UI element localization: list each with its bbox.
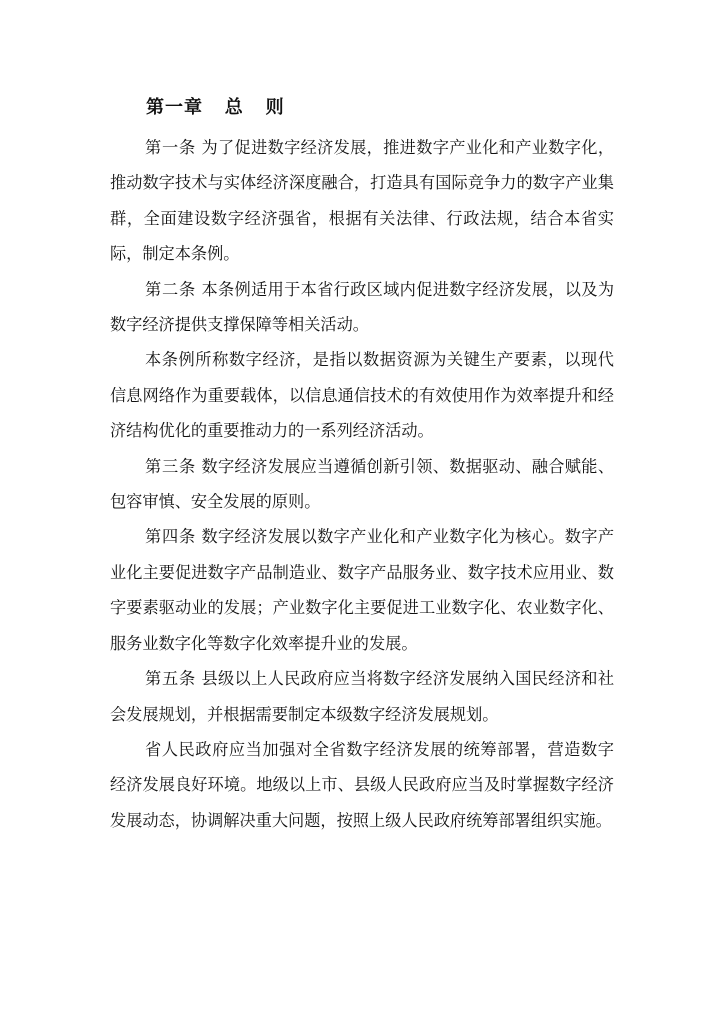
article-paragraph-6 [110, 661, 614, 732]
chapter-title: 第一章 总 则 [146, 97, 285, 118]
article-label: 第一条 [145, 138, 197, 157]
article-paragraph-7 [110, 732, 614, 838]
article-paragraph-4 [110, 449, 614, 520]
article-label: 第四条 [145, 527, 197, 547]
article-text: 县级以上人民政府应当将数字经济发展纳入国民经济和社会发展规划，并根据需要制定本级数字经济发展规划。 [110, 669, 615, 724]
article-text: 本条例适用于本省行政区域内促进数字经济发展，以及为数字经济提供支撑保障等相关活动。 [110, 279, 615, 335]
article-paragraph-2 [110, 272, 614, 343]
article-text: 数字经济发展应当遵循创新引领、数据驱动、融合赋能、包容审慎、安全发展的原则。 [110, 456, 615, 512]
article-label: 第五条 [145, 669, 197, 689]
document-body [110, 130, 614, 838]
article-paragraph-1 [110, 130, 614, 272]
article-label: 第二条 [145, 279, 197, 299]
article-text: 为了促进数字经济发展，推进数字产业化和产业数字化，推动数字技术与实体经济深度融合，打造具有国际竞争力的数字产业集群，全面建设数字经济强省，根据有关法律、行政法规，结合本省实际，制定本条例。 [110, 138, 615, 264]
article-text: 数字经济发展以数字产业化和产业数字化为核心。数字产业化主要促进数字产品制造业、数字产品服务业、数字技术应用业、数字要素驱动业的发展；产业数字化主要促进工业数字化、农业数字化、服务业数字化等数字化效率提升业的发展。 [110, 527, 615, 653]
article-text: 本条例所称数字经济，是指以数据资源为关键生产要素，以现代信息网络作为重要载体，以信息通信技术的有效使用作为效率提升和经济结构优化的重要推动力的一系列经济活动。 [110, 350, 614, 441]
article-paragraph-5 [110, 519, 614, 661]
article-paragraph-3 [110, 342, 614, 448]
article-text: 省人民政府应当加强对全省数字经济发展的统筹部署，营造数字经济发展良好环境。地级以上市、县级人民政府应当及时掌握数字经济发展动态，协调解决重大问题，按照上级人民政府统筹部署组织实施。 [110, 739, 614, 830]
article-label: 第三条 [145, 456, 197, 476]
